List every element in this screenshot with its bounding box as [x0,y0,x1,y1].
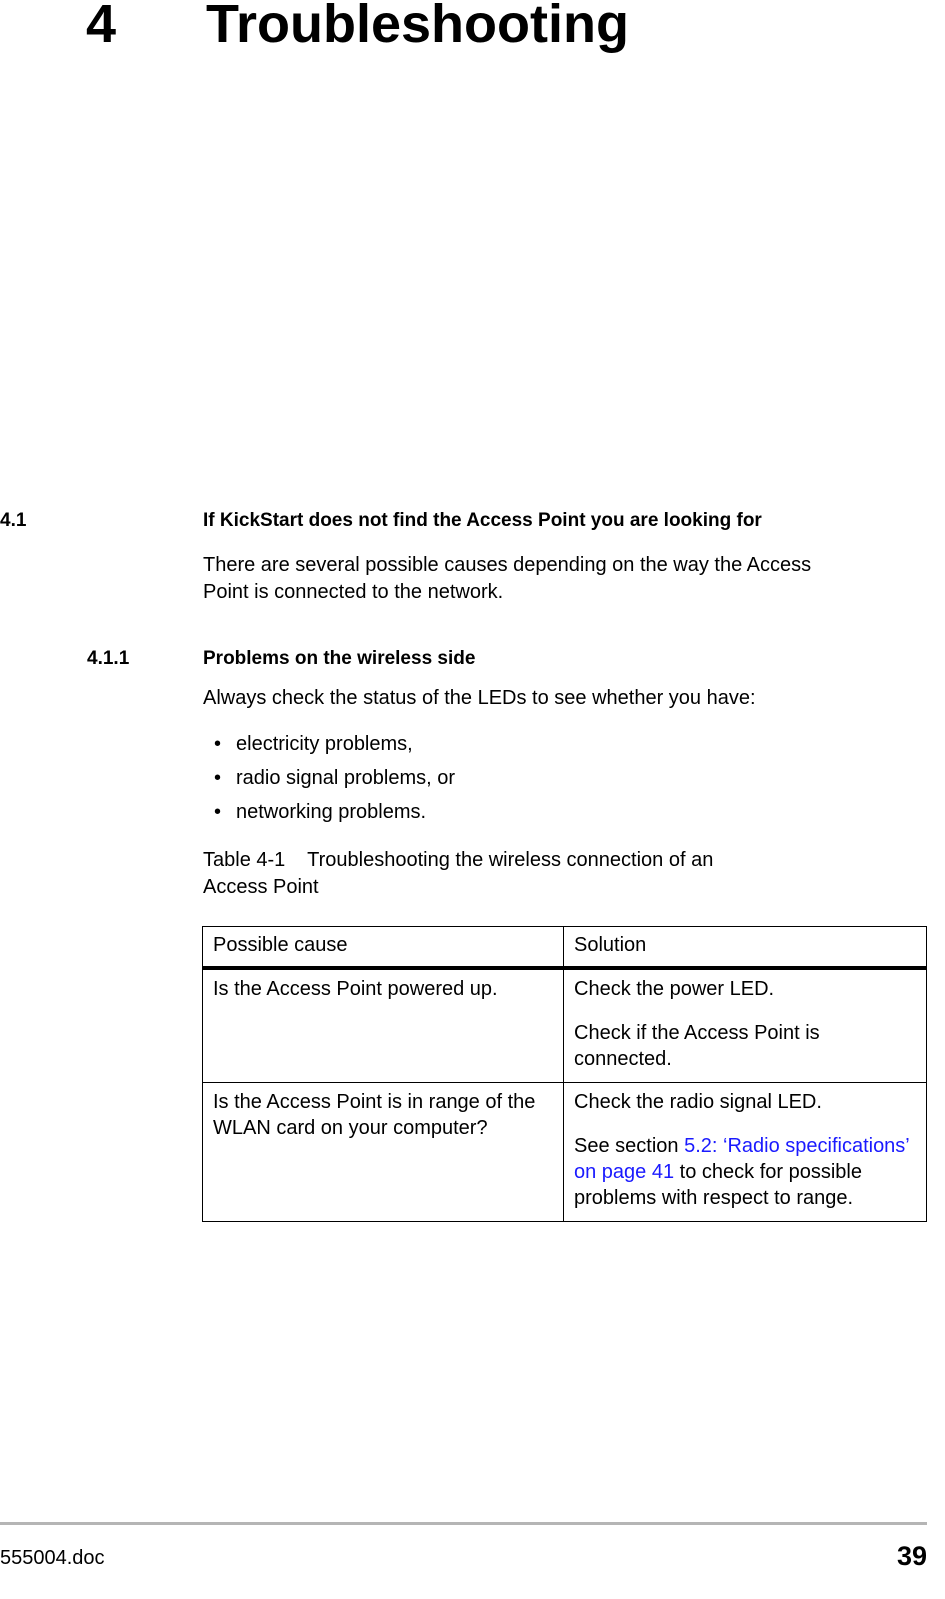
list-item-text: networking problems. [236,801,427,823]
subsection-intro: Always check the status of the LEDs to see whether you have: [203,687,756,709]
list-item [214,799,455,826]
solution-paragraph: Check the radio signal LED. [574,1091,822,1113]
footer-doc-name: 555004.doc [0,1547,105,1569]
list-item-text: electricity problems, [236,733,413,755]
section-intro-line-2: Point is connected to the network. [203,581,504,603]
cause-cell: Is the Access Point is in range of the WLAN card on your computer? [203,1083,564,1222]
column-header-cause: Possible cause [203,927,564,969]
section-number: 4.1 [0,510,27,531]
table-caption [203,847,713,901]
column-header-solution: Solution [564,927,927,969]
solution-paragraph: Check if the Access Point is connected. [574,1022,820,1070]
table-caption-line-1: Table 4-1 Troubleshooting the wireless connection of an [203,849,714,871]
list-item [214,765,455,792]
subsection-number: 4.1.1 [87,648,130,669]
table-row [203,1083,927,1222]
list-item-text: radio signal problems, or [236,767,455,789]
section-intro-line-1: There are several possible causes depending on the way the Access [203,554,812,576]
solution-cell [564,1083,927,1222]
bullet-icon: • [214,767,222,789]
chapter-title: Troubleshooting [206,0,629,54]
list-item [214,731,455,758]
solution-paragraph [574,1133,916,1211]
subsection-title: Problems on the wireless side [203,648,476,669]
page-number: 39 [896,1541,927,1571]
cross-reference-link[interactable]: 5.2: ‘Radio specifications’ on page 41 [574,1135,910,1183]
solution-text: to check for possible problems with respect to range. [574,1161,862,1209]
solution-paragraph: Check the power LED. [574,978,775,1000]
bullet-icon: • [214,733,222,755]
section-intro [203,552,811,606]
cause-cell: Is the Access Point powered up. [203,968,564,1083]
footer-divider [0,1522,927,1525]
troubleshooting-table [202,926,927,1222]
solution-text: See section [574,1135,685,1157]
solution-cell [564,968,927,1083]
bullet-list [214,731,455,833]
table-header-row [203,927,927,969]
table-row [203,968,927,1083]
section-title: If KickStart does not find the Access Point you are looking for [203,510,762,531]
table-caption-line-2: Access Point [203,876,319,898]
bullet-icon: • [214,801,222,823]
chapter-number: 4 [86,0,117,54]
